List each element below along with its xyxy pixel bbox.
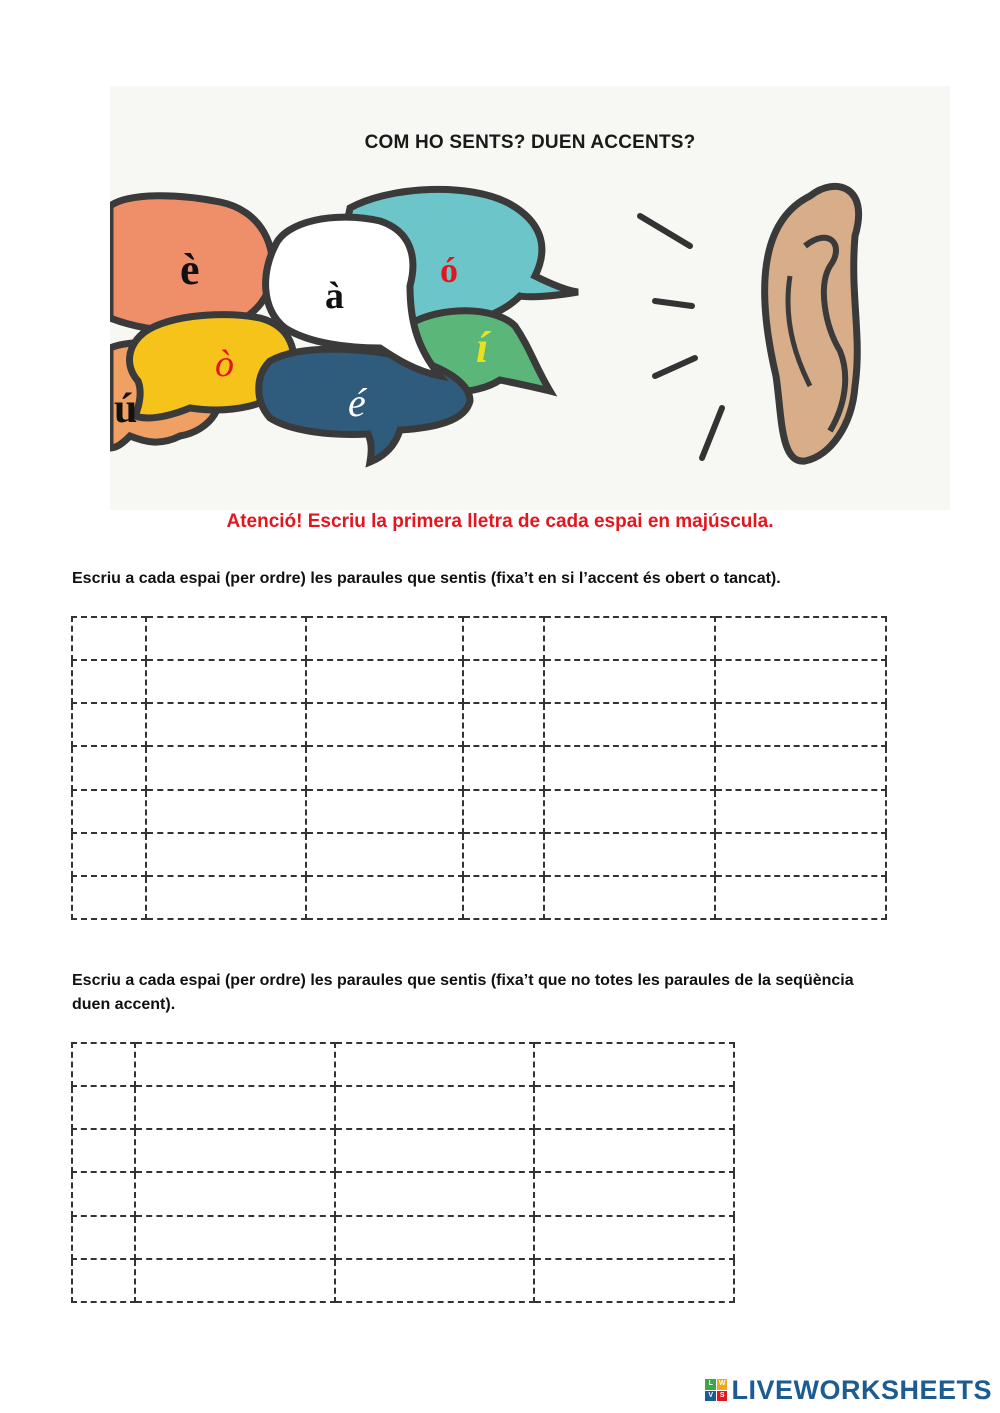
logo-icon-letter: S [717, 1391, 728, 1402]
letter-o-acute: ó [440, 250, 458, 290]
answer-input[interactable] [464, 661, 543, 702]
answer-input[interactable] [147, 704, 305, 745]
liveworksheets-logo [705, 1375, 992, 1405]
answer-input[interactable] [336, 1173, 533, 1214]
answer-cell [534, 1086, 734, 1129]
answer-cell [72, 703, 146, 746]
answer-cell [463, 833, 544, 876]
sound-line-4 [702, 408, 722, 458]
answer-cell [463, 746, 544, 789]
answer-input[interactable] [73, 791, 145, 832]
answer-cell [534, 1043, 734, 1086]
answer-cell [544, 617, 715, 660]
answer-cell [306, 746, 463, 789]
letter-e-grave: è [180, 245, 200, 294]
instruction-2: Escriu a cada espai (per ordre) les paraules que sentis (fixa’t que no totes les paraules de la seqüència duen accent). [72, 972, 854, 1013]
answer-cell [306, 790, 463, 833]
answer-cell [146, 790, 306, 833]
answer-input[interactable] [307, 791, 462, 832]
answer-cell [135, 1216, 335, 1259]
answer-cell [135, 1043, 335, 1086]
grid-row [72, 617, 886, 660]
answer-input[interactable] [73, 618, 145, 659]
grid-row [72, 746, 886, 789]
answer-cell [72, 1172, 135, 1215]
answer-cell [544, 876, 715, 919]
answer-cell [72, 1129, 135, 1172]
answer-input[interactable] [73, 1217, 134, 1258]
answer-input[interactable] [716, 704, 885, 745]
grid-row [72, 660, 886, 703]
logo-icon-letter: V [705, 1391, 716, 1402]
answer-cell [72, 746, 146, 789]
answer-cell [135, 1259, 335, 1302]
answer-cell [715, 833, 886, 876]
answer-input[interactable] [716, 877, 885, 918]
answer-cell [72, 617, 146, 660]
logo-icon [705, 1379, 727, 1401]
answer-cell [544, 790, 715, 833]
answer-input[interactable] [147, 618, 305, 659]
letter-i-acute: í [476, 323, 489, 372]
grid-row [72, 876, 886, 919]
answer-cell [72, 833, 146, 876]
answer-input[interactable] [307, 747, 462, 788]
answer-input[interactable] [535, 1217, 733, 1258]
answer-cell [146, 703, 306, 746]
answer-cell [306, 703, 463, 746]
answer-input[interactable] [73, 877, 145, 918]
answer-cell [544, 833, 715, 876]
answer-input[interactable] [545, 791, 714, 832]
answer-cell [715, 876, 886, 919]
letter-e-acute: é [348, 380, 366, 425]
answer-input[interactable] [464, 704, 543, 745]
answer-input[interactable] [147, 877, 305, 918]
answer-input[interactable] [464, 747, 543, 788]
answer-input[interactable] [545, 618, 714, 659]
letter-a-grave: à [325, 275, 344, 317]
answer-cell [335, 1216, 534, 1259]
grid-row [72, 1129, 734, 1172]
answer-input[interactable] [73, 661, 145, 702]
answer-input[interactable] [136, 1044, 334, 1085]
answer-input[interactable] [535, 1260, 733, 1301]
answer-cell [335, 1086, 534, 1129]
answer-cell [463, 703, 544, 746]
sound-line-2 [655, 301, 692, 306]
letter-u-acute: ú [114, 386, 138, 432]
answer-input[interactable] [464, 791, 543, 832]
answer-cell [335, 1259, 534, 1302]
answer-input[interactable] [545, 747, 714, 788]
answer-input[interactable] [545, 877, 714, 918]
grid-row [72, 1172, 734, 1215]
instruction-1: Escriu a cada espai (per ordre) les paraules que sentis (fixa’t en si l’accent és obert o tancat). [72, 570, 781, 587]
answer-cell [72, 1043, 135, 1086]
answer-cell [306, 833, 463, 876]
letter-o-grave: ò [215, 343, 234, 385]
answer-cell [335, 1172, 534, 1215]
answer-input[interactable] [147, 747, 305, 788]
answer-grid-2 [71, 1042, 735, 1303]
warning-text: Atenció! Escriu la primera lletra de cada espai en majúscula. [226, 511, 774, 532]
answer-input[interactable] [147, 791, 305, 832]
answer-cell [335, 1043, 534, 1086]
answer-cell [72, 660, 146, 703]
answer-cell [135, 1129, 335, 1172]
grid-row [72, 1259, 734, 1302]
answer-cell [146, 660, 306, 703]
answer-input[interactable] [336, 1260, 533, 1301]
answer-cell [715, 660, 886, 703]
banner-illustration [110, 86, 950, 510]
answer-input[interactable] [73, 1173, 134, 1214]
answer-input[interactable] [73, 1087, 134, 1128]
ear-shape [765, 186, 859, 461]
answer-cell [715, 746, 886, 789]
answer-input[interactable] [716, 834, 885, 875]
answer-input[interactable] [307, 661, 462, 702]
answer-input[interactable] [136, 1173, 334, 1214]
answer-input[interactable] [716, 747, 885, 788]
sound-line-3 [655, 358, 695, 376]
answer-input[interactable] [716, 661, 885, 702]
answer-cell [534, 1129, 734, 1172]
answer-cell [463, 876, 544, 919]
answer-cell [544, 660, 715, 703]
answer-cell [72, 1259, 135, 1302]
answer-cell [146, 876, 306, 919]
grid-row [72, 1086, 734, 1129]
answer-cell [544, 703, 715, 746]
answer-input[interactable] [464, 618, 543, 659]
answer-cell [72, 1086, 135, 1129]
banner-title: COM HO SENTS? DUEN ACCENTS? [364, 132, 696, 153]
answer-input[interactable] [545, 834, 714, 875]
logo-icon-letter: L [705, 1379, 716, 1390]
answer-input[interactable] [336, 1130, 533, 1171]
answer-cell [146, 617, 306, 660]
answer-input[interactable] [136, 1217, 334, 1258]
grid-row [72, 703, 886, 746]
answer-input[interactable] [307, 877, 462, 918]
answer-cell [72, 790, 146, 833]
answer-input[interactable] [307, 618, 462, 659]
answer-cell [306, 617, 463, 660]
answer-cell [335, 1129, 534, 1172]
grid-row [72, 1043, 734, 1086]
answer-cell [72, 876, 146, 919]
answer-input[interactable] [73, 834, 145, 875]
answer-input[interactable] [73, 1130, 134, 1171]
answer-input[interactable] [535, 1130, 733, 1171]
answer-input[interactable] [535, 1173, 733, 1214]
answer-input[interactable] [307, 834, 462, 875]
answer-cell [463, 617, 544, 660]
answer-cell [463, 660, 544, 703]
answer-cell [306, 660, 463, 703]
grid-row [72, 790, 886, 833]
answer-input[interactable] [73, 747, 145, 788]
answer-cell [534, 1172, 734, 1215]
answer-input[interactable] [307, 704, 462, 745]
answer-input[interactable] [545, 704, 714, 745]
answer-cell [306, 876, 463, 919]
grid-row [72, 1216, 734, 1259]
answer-input[interactable] [136, 1087, 334, 1128]
answer-cell [72, 1216, 135, 1259]
answer-cell [715, 703, 886, 746]
answer-input[interactable] [73, 1044, 134, 1085]
answer-cell [715, 790, 886, 833]
answer-cell [146, 746, 306, 789]
answer-input[interactable] [535, 1087, 733, 1128]
answer-input[interactable] [464, 877, 543, 918]
answer-input[interactable] [336, 1087, 533, 1128]
answer-cell [135, 1172, 335, 1215]
answer-input[interactable] [136, 1260, 334, 1301]
answer-input[interactable] [716, 791, 885, 832]
logo-icon-letter: W [717, 1379, 728, 1390]
answer-input[interactable] [147, 834, 305, 875]
answer-input[interactable] [336, 1217, 533, 1258]
answer-cell [534, 1259, 734, 1302]
answer-input[interactable] [336, 1044, 533, 1085]
answer-input[interactable] [545, 661, 714, 702]
answer-input[interactable] [147, 661, 305, 702]
answer-input[interactable] [464, 834, 543, 875]
answer-cell [146, 833, 306, 876]
answer-input[interactable] [73, 1260, 134, 1301]
answer-input[interactable] [73, 704, 145, 745]
grid-row [72, 833, 886, 876]
answer-cell [715, 617, 886, 660]
answer-cell [534, 1216, 734, 1259]
answer-cell [135, 1086, 335, 1129]
answer-input[interactable] [716, 618, 885, 659]
answer-input[interactable] [535, 1044, 733, 1085]
answer-cell [544, 746, 715, 789]
sound-line-1 [640, 216, 690, 246]
answer-input[interactable] [136, 1130, 334, 1171]
answer-cell [463, 790, 544, 833]
logo-text: LIVEWORKSHEETS [731, 1374, 992, 1405]
answer-grid-1 [71, 616, 887, 920]
